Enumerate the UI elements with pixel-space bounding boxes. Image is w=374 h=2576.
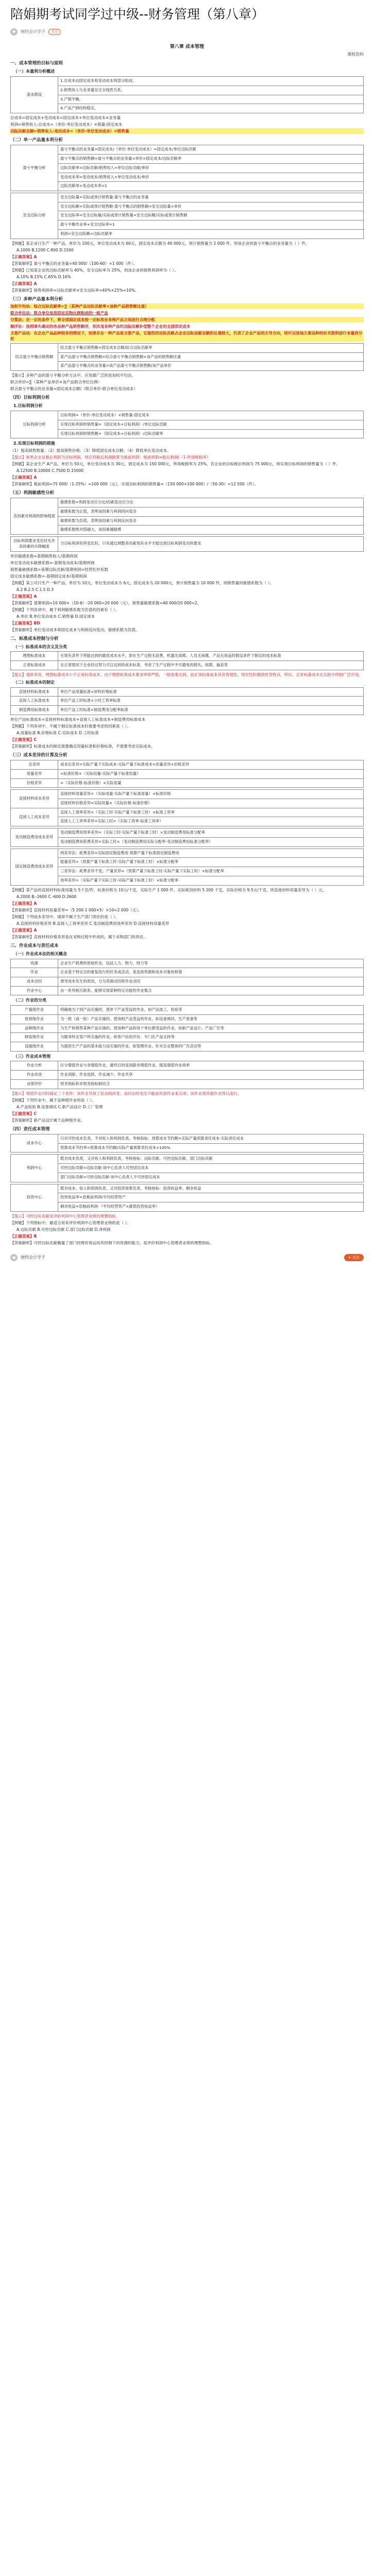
table-row — [11, 760, 364, 770]
table-row-label: 顾客级作业 — [11, 1033, 58, 1042]
table-cell: 既对成本、收入和利润负责，又对投资效果负责。考核指标：投资收益率、剩余收益 — [58, 1184, 364, 1193]
text: 【提示】多种产品的盈亏平衡分析方法中，应用最广泛的是加权平均法。 — [10, 373, 135, 378]
table-cell: 实现目标利润的销售额=（固定成本+目标利润）/边际贡献率 — [58, 429, 364, 438]
table-row — [11, 145, 364, 155]
table-row-label: 直接材料成本差异 — [11, 790, 58, 808]
table — [10, 687, 364, 715]
table — [10, 1134, 364, 1153]
table — [10, 343, 364, 371]
table-cell: 变动制造费用耗费差异=实际工时×（变动制造费用实际分配率-变动制造费用标准分配率） — [58, 837, 364, 846]
table-row-label: 成本中心 — [11, 1134, 58, 1152]
table-row — [11, 1202, 364, 1211]
subsection-heading: 1.目标利润分析 — [13, 403, 43, 409]
table-cell: 直接人工效率差异=（实际工时-实际产量下标准工时）×标准工资率 — [58, 808, 364, 817]
answer: 【正确答案】B — [10, 1233, 37, 1239]
table-row — [11, 173, 364, 182]
highlight-note: 分算法：在一定的条件下，将全部固定成本按一定标准在各种产品之间进行合理分配 — [10, 317, 364, 323]
table-row — [11, 959, 364, 968]
table-row-label: 设施级作业 — [11, 1042, 58, 1051]
explanation: 【答案解析】基期利润=10 000×（10-6）-20 000=20 000（元），销售量敏感系数=40 000/20 000=2。 — [10, 600, 201, 605]
table-row — [11, 1134, 364, 1143]
table-row-label: 正常标准成本 — [11, 661, 58, 670]
table-row-label: 盈亏平衡分析 — [11, 145, 58, 191]
table-row — [11, 411, 364, 420]
table-row — [11, 1014, 364, 1024]
table — [10, 1154, 364, 1182]
article-body — [0, 44, 374, 1246]
follow-button[interactable]: 关注 — [48, 29, 61, 35]
table-row-label: 作业改进 — [11, 1071, 58, 1080]
table-cell: 直接材料价格差异=实际用量×（实际价格-标准价格） — [58, 799, 364, 808]
table-row — [11, 858, 364, 867]
table-cell: 企业生产耗费的原始形态，包括人力、物力、财力等 — [58, 959, 364, 968]
table-row-label: 资源 — [11, 959, 58, 968]
section-heading: （四）责任成本管理 — [10, 1126, 50, 1132]
text: 单位产品标准成本=直接材料标准成本+直接人工标准成本+制造费用标准成本 — [10, 717, 146, 722]
table-cell: 区分增值作业与非增值作业，最终目的是消除非增值作业、提高增值作业效率 — [58, 1061, 364, 1071]
table-cell: 安全边际量=实际或预计销售量-盈亏平衡点的业务量 — [58, 193, 364, 202]
table-row-label: 总差异 — [11, 760, 58, 770]
table-row — [11, 182, 364, 191]
explanation: 【答案解析】可控边际贡献衡量了部门经理有效运用其控制下的资源的能力，是评价利润中心管理者业绩的理想指标。 — [10, 1240, 214, 1245]
options: A.10% B.15% C.65% D.16% — [16, 274, 71, 279]
subsection-heading: 2.实现目标利润的措施 — [13, 441, 55, 446]
table-cell: 当目标利润有所变化时，只有通过调整各因素现有水平才能达到目标利润变动的要求 — [58, 537, 364, 551]
footer-author-name[interactable]: 财经会计学子 — [21, 1255, 45, 1260]
table-cell: 剩余收益=息税前利润-（平均经营资产×最低投资收益率） — [58, 1202, 364, 1211]
table-row-label: 业绩评价 — [11, 1079, 58, 1089]
table-cell: 边际贡献率=边际贡献/销售收入=单位边际贡献/单价 — [58, 163, 364, 173]
table-row — [11, 229, 364, 239]
table-cell: 目标利润=（单价-单位变动成本）×销售量-固定成本 — [58, 411, 364, 420]
table-row — [11, 1155, 364, 1164]
table-row — [11, 977, 364, 986]
table-cell: 作业消除、作业选择、作业减少、作业共享 — [58, 1071, 364, 1080]
answer: 【正确答案】A — [10, 474, 37, 480]
chapter-title: 第八章 成本管理 — [169, 44, 205, 49]
table-row-label: 变动制造费用成本差异 — [11, 828, 58, 846]
table-row — [11, 429, 364, 438]
table-cell: 部门边际贡献=可控边际贡献-该中心负责人不可控固定成本 — [58, 1173, 364, 1182]
example: 【例题】某产品的直接材料标准用量为 5千克/件，标准价格为 10元/千克，实际生产 1 000 件，实际耗用材料 5 200 千克，实际价格为 9.5元/千克，则直接材料用量差异为（ ）元。 — [10, 887, 327, 892]
answer: 【正确答案】C — [10, 737, 37, 742]
table-row-label: 产量级作业 — [11, 1006, 58, 1015]
text: （1）提高销售数量；（2）提高销售价格；（3）降低固定成本总额；（4）降低单位变动成本。 — [10, 448, 171, 453]
table-row-label: 作业中心 — [11, 986, 58, 995]
explanation: 【答案解析】新产品设计属于品种级作业。 — [10, 1117, 85, 1123]
text: 总成本=固定成本+变动成本=固定成本+单位变动成本×业务量 — [10, 115, 121, 120]
table-cell: 敏感系数为正值，表明该因素与利润同向变动 — [58, 507, 364, 516]
table-row — [11, 1071, 364, 1080]
table-row — [11, 163, 364, 173]
table-row — [11, 828, 364, 838]
table-row — [11, 837, 364, 846]
table-row-label: 投资中心 — [11, 1184, 58, 1211]
example: 【例题】下列作业中，属于品种级作业的是（ ）。 — [10, 1097, 96, 1103]
table — [10, 959, 364, 996]
explanation: 【答案解析】标准成本的制定需要确定用量标准和价格标准，不需要考虑实际成本。 — [10, 743, 155, 749]
table-cell: 单位产品工时标准×制造费用分配率标准 — [58, 706, 364, 715]
explanation: 【答案解析】销售利润率=边际贡献率×安全边际率=40%×25%=10%。 — [10, 287, 139, 293]
section-heading: （三）多种产品量本利分析 — [10, 296, 63, 302]
footer-avatar[interactable]: ● — [10, 1254, 18, 1261]
example: 【例题】已知某企业的边际贡献率为 40%，安全边际率为 25%，则该企业的销售利润率为（ ）。 — [10, 267, 178, 273]
table-cell: 直接人工工资率差异=实际工时×（实际工资率-标准工资率） — [58, 817, 364, 826]
table-cell: 诱导成本发生的原因，分为资源动因和作业动因 — [58, 977, 364, 986]
table-cell: 变动制造费用效率差异=（实际工时-实际产量下标准工时）×变动制造费用标准分配率 — [58, 828, 364, 838]
example: 【例题】某公司只生产一种产品，单价为 10元，单位变动成本为 6元，固定成本为 20 000元，预计销售量为 10 000 件，则销售量的敏感系数为（ ）。 — [10, 580, 274, 585]
table-cell: 敏感系数为负值，表明该因素与利润反向变动 — [58, 516, 364, 526]
answer: 【正确答案】A — [10, 281, 37, 286]
table-row-label: 直接人工成本差异 — [11, 808, 58, 826]
table-row-label: 价格差异 — [11, 778, 58, 788]
table-cell: 单位产品工时标准×小时工资率标准 — [58, 697, 364, 706]
explanation: 【答案解析】单位变动成本和固定成本与利润反向变动，敏感系数为负值。 — [10, 627, 140, 632]
table-cell: 财务指标和非财务指标相结合 — [58, 1079, 364, 1089]
table-cell: 效率差异=（实际产量下实际工时-实际产量下标准工时）×标准分配率 — [58, 876, 364, 885]
table-row — [11, 526, 364, 535]
table-row — [11, 986, 364, 995]
table-row-label: 制造费用标准成本 — [11, 706, 58, 715]
table-cell: 变动成本率=变动成本/销售收入=单位变动成本/单价 — [58, 173, 364, 182]
answer: 【正确答案】A — [10, 901, 37, 906]
author-name[interactable]: 财经会计学子 — [21, 29, 45, 34]
table-row-label: 各因素对利润的影响程度 — [11, 498, 58, 535]
table-cell: 成本总差异=实际产量下实际成本-实际产量下标准成本=用量差异+价格差异 — [58, 760, 364, 770]
highlight-note: 边际贡献总额=销售收入-变动成本=（单价-单位变动成本）×销售量 — [10, 128, 364, 134]
table-cell: 安全边际额=实际或预计销售额-盈亏平衡点的销售额=安全边际量×单价 — [58, 202, 364, 211]
table-cell: 盈亏平衡点的销售额=盈亏平衡点的业务量×单价=固定成本/边际贡献率 — [58, 155, 364, 164]
table-row — [11, 537, 364, 551]
table-cell: =标准价格×（实际用量-实际产量下标准用量） — [58, 769, 364, 778]
example: 【例题】某企业生产 A产品，单价为 50元，单位变动成本为 30元，固定成本为 150 000元，所得税税率为 25%，若企业的目标税后利润为 75 000元，则实现目标利润的销售量为（ ）件。 — [10, 461, 341, 466]
table-row — [11, 221, 364, 230]
table-row — [11, 1042, 364, 1051]
table-row — [11, 211, 364, 221]
table-cell: 1.总成本由固定成本和变动成本两部分组成。 — [58, 77, 364, 86]
table-row — [11, 867, 364, 876]
table-cell: 明确地为个别产品实施的、使单个产品受益的作业，如产品加工、检验等 — [58, 1006, 364, 1015]
table-row — [11, 1061, 364, 1071]
table-row — [11, 507, 364, 516]
example: 【例题】下列成本差异中，通常不属于生产部门责任的是（ ）。 — [10, 914, 120, 919]
table-row — [11, 1033, 364, 1042]
table-row — [11, 968, 364, 977]
table-cell: 只对可控成本负责，不对收入和利润负责。考核指标：预算成本节约额=实际产量预算责任成本-实际责任成本 — [58, 1134, 364, 1143]
author-row — [0, 27, 374, 42]
section-heading: 二、标准成本控制与分析 — [10, 636, 59, 641]
table-row — [11, 202, 364, 211]
section-heading: （三）成本差异的计算及分析 — [10, 752, 67, 758]
subsection-heading: （一）标准成本的含义及分类 — [13, 644, 67, 649]
table-row-label: 利润中心 — [11, 1155, 58, 1182]
table-row-label: 作业 — [11, 968, 58, 977]
table-cell: 2.销售收入与业务量呈完全线性关系。 — [58, 86, 364, 95]
table-row — [11, 849, 364, 858]
highlight-note: 主要产品法：在企业产品品种较多的情况下，如果存在一种产品是主要产品，它提供的边际贡献占企业边际贡献总额的比重较大，代表了企业产品的主导方向，则可以按该主要品种的有关资料进行本量利分析 — [10, 330, 364, 342]
table-row — [11, 817, 364, 826]
table — [10, 1005, 364, 1052]
options: A.1000 B.1200 C.800 D.1500 — [16, 247, 74, 252]
table-row-label: 综合盈亏平衡点销售额 — [11, 343, 58, 370]
table — [10, 76, 364, 113]
table-row — [11, 790, 364, 799]
table-row-label: 品种级作业 — [11, 1024, 58, 1033]
table-row — [11, 1024, 364, 1033]
table-row — [11, 687, 364, 697]
table-cell: 两差异法：耗费差异=实际固定制造费用-预算产量下标准固定制造费用 — [58, 849, 364, 858]
table-cell: 综合盈亏平衡点销售额=固定成本总额/综合边际贡献率 — [58, 343, 364, 352]
table-row-label: 安全边际分析 — [11, 193, 58, 239]
table-cell: 安全边际率=安全边际量/实际或预计销售量=安全边际额/实际或预计销售额 — [58, 211, 364, 221]
table — [10, 536, 364, 551]
table-cell: 单位产品用量标准×材料价格标准 — [58, 687, 364, 697]
table-row — [11, 104, 364, 113]
example: 【例题】下列各项中，属于利润敏感系数为负值的因素有（ ）。 — [10, 607, 120, 612]
section-heading: 三、作业成本与责任成本 — [10, 943, 59, 948]
table-row — [11, 1143, 364, 1153]
table-row — [11, 420, 364, 429]
options: A.边际贡献 B.可控边际贡献 C.部门边际贡献 D.净利润 — [16, 1227, 111, 1232]
answer: 【正确答案】C — [10, 1111, 37, 1116]
table — [10, 193, 364, 239]
options: A.2000 B.-2600 C.-600 D.2600 — [16, 894, 77, 899]
table-row — [11, 86, 364, 95]
table-row-label: 成本动因 — [11, 977, 58, 986]
table-row — [11, 876, 364, 885]
table-row-label: 用量差异 — [11, 769, 58, 778]
answer: 【正确答案】A — [10, 254, 37, 259]
table-row-label: 固定制造费用成本差异 — [11, 849, 58, 885]
highlight-note: 【提示】增值作业同时满足三个条件：该作业导致了状态的改变；该状态的变化不能由其他作业来完成；该作业使其他作业得以进行。 — [10, 1091, 242, 1096]
section-heading: （二）单一产品量本利分析 — [10, 137, 63, 143]
table-cell: 4.产品产销结构稳定。 — [58, 104, 364, 113]
table-cell: 三差异法：耗费差异不变；产量差异=（预算产量下标准工时-实际产量下实际工时）×标准分配率 — [58, 867, 364, 876]
subsection-heading: （二）标准成本的制定 — [13, 680, 55, 685]
table-cell: 为提供生产产品的基本能力而实施的作业，如管理作业、针对企业整体的广告活动等 — [58, 1042, 364, 1051]
table-cell: 边际贡献率+变动成本率=1 — [58, 182, 364, 191]
table-row — [11, 1164, 364, 1173]
chapter-subtitle: 课程资料 — [347, 52, 364, 57]
table-cell: 由一系列相互联系、能够实现某种特定功能的作业集合 — [58, 986, 364, 995]
table-row — [11, 1006, 364, 1015]
table-row — [11, 799, 364, 808]
table-row — [11, 1193, 364, 1202]
table-row-label: 作业分析 — [11, 1061, 58, 1071]
explanation: 【答案解析】盈亏平衡点的业务量=40 000/（100-60）=1 000（件）。 — [10, 261, 138, 266]
explanation: 【答案解析】直接材料用量差异=（5 200-1 000×5）×10=2 000（元）。 — [10, 907, 142, 912]
table-row — [11, 661, 364, 670]
table-cell: 敏感系数=利润变动百分比/因素变动百分比 — [58, 498, 364, 507]
footer-author — [0, 1247, 374, 1261]
table-row — [11, 1173, 364, 1182]
text: 固定成本敏感系数=-基期固定成本/基期利润 — [10, 573, 87, 579]
table-row — [11, 343, 364, 352]
answer: 【正确答案】BD — [10, 620, 40, 625]
text: 利润=销售收入-总成本=（单价-单位变动成本）×销量-固定成本 — [10, 122, 123, 127]
options: A.单价 B.单位变动成本 C.销售量 D.固定成本 — [16, 614, 95, 619]
table-cell: 为一组（或一批）产品实施的、使该组产品受益的作业，如设备调试、生产准备等 — [58, 1014, 364, 1024]
table — [10, 411, 364, 438]
options: A.12500 B.10000 C.7500 D.15000 — [16, 468, 84, 473]
table-row — [11, 706, 364, 715]
table-row — [11, 362, 364, 371]
highlight-note: 【提示】通常来说，理想标准成本小于正常标准成本。由于理想标准成本要求异常严格，一般很难达到，而正常标准成本具有客观性、现实性和激励性等特点，所以，正常标准成本在实践中得到广泛应用。 — [10, 672, 363, 677]
table-cell: 3.产销平衡。 — [58, 95, 364, 104]
article-title: 陪娟期考试同学过中级--财务管理（第八章） — [10, 7, 265, 22]
table-cell: 为服务特定客户所实施的作业，如客户信用评价、专门化产品支持等 — [58, 1033, 364, 1042]
table-row — [11, 769, 364, 778]
text: 联合盈亏平衡点的业务量=固定成本总额/（联合单价-联合单位变动成本） — [10, 386, 138, 392]
example: 【例题】下列指标中，最适合用来评价利润中心管理者业绩的是（ ）。 — [10, 1220, 131, 1225]
table — [10, 651, 364, 670]
table — [10, 1061, 364, 1089]
table — [10, 498, 364, 535]
table-cell: 能量差异=（预算产量下标准工时-实际产量下标准工时）×标准分配率 — [58, 858, 364, 867]
table-row — [11, 498, 364, 507]
table-row — [11, 516, 364, 526]
section-heading: （四）目标利润分析 — [10, 395, 50, 401]
table-row-label: 目标利润要求变化时允许各因素的升降幅度 — [11, 537, 58, 551]
table-row — [11, 155, 364, 164]
text: 单位变动成本敏感系数=-基期变动成本/基期利润 — [10, 560, 95, 565]
table-cell: 企业基于特定目的重复执行的任务或活动，是连接资源和成本对象的桥梁 — [58, 968, 364, 977]
table-cell: 直接材料用量差异=（实际用量-实际产量下标准用量）×标准价格 — [58, 790, 364, 799]
text: 销售量敏感系数=基期边际贡献/基期利润=经营杠杆系数 — [10, 567, 108, 572]
table — [10, 789, 364, 826]
options: A.用量标准 B.价格标准 C.实际成本 D.工时标准 — [16, 730, 99, 735]
table-cell: 实现目标利润的销售量=（固定成本+目标利润）/单位边际贡献 — [58, 420, 364, 429]
explanation: 【答案解析】直接材料价格差异是在采购过程中形成的，属于采购部门的责任。 — [10, 934, 147, 939]
subsection-heading: （一）作业成本法的相关概念 — [13, 951, 67, 956]
table-cell: 敏感系数绝对值越大，该因素越敏感 — [58, 526, 364, 535]
table-row — [11, 778, 364, 788]
table-row — [11, 808, 364, 817]
answer: 【正确答案】A — [10, 594, 37, 599]
table-row — [11, 652, 364, 661]
table — [10, 145, 364, 191]
subsection-heading: （二）作业的分类 — [13, 998, 46, 1003]
table-cell: 在正常情况下企业经过努力可以达到的成本标准，考虑了生产过程中不可避免的损失、故障、偏差等 — [58, 661, 364, 670]
table — [10, 1184, 364, 1212]
table-cell: 投资收益率=息税前利润/平均经营资产 — [58, 1193, 364, 1202]
table — [10, 828, 364, 846]
table-row — [11, 1184, 364, 1193]
table-row-label: 目标利润分析 — [11, 411, 58, 438]
table-cell: 可控边际贡献=边际贡献-该中心负责人可控固定成本 — [58, 1164, 364, 1173]
table — [10, 760, 364, 788]
highlight-note: 联合单位法：联合单位是指固定实物比例构成的一组产品 — [10, 310, 108, 315]
table-cell: =（实际价格-标准价格）×实际用量 — [58, 778, 364, 788]
answer: 【正确答案】A — [10, 927, 37, 933]
text: 单价敏感系数=基期销售收入/基期利润 — [10, 553, 78, 558]
text: 联合单价=∑（某种产品单价×该产品联合单位比例） — [10, 380, 102, 385]
subsection-heading: （一）本量利分析概述 — [13, 69, 55, 74]
example: 【例题】某企业只生产一种产品，单价为 100元，单位变动成本为 60元，固定成本总额为 40 000元，预计销售量为 2 000 件。则该企业的盈亏平衡点的业务量为（ ）件。 — [10, 241, 310, 246]
table-cell: 既对成本负责，又对收入和利润负责。考核指标：边际贡献、可控边际贡献、部门边际贡献 — [58, 1155, 364, 1164]
table-cell: 为生产和销售某种产品实施的、使该种产品的每个单位都受益的作业，如新产品设计、产品广告等 — [58, 1024, 364, 1033]
section-heading: （五）利润敏感性分析 — [10, 490, 55, 496]
section-heading: 一、成本管理的目标与原则 — [10, 61, 63, 66]
highlight-note: 顺序法：按照事先确定的各品种产品销售顺序，依次用各种产品的边际贡献补偿整个企业的全部固定成本 — [10, 324, 191, 329]
table-row — [11, 95, 364, 104]
table-cell: 利润=安全边际额×边际贡献率 — [58, 229, 364, 239]
table-row-label: 基本假设 — [11, 77, 58, 113]
table-row — [11, 352, 364, 362]
highlight-note: 【提示】可控边际贡献是评价利润中心管理者业绩的理想指标。 — [10, 1213, 120, 1218]
table-row-label: 理想标准成本 — [11, 652, 58, 661]
options: A.直接材料价格差异 B.直接人工效率差异 C.变动制造费用效率差异 D.直接材料用量差异 — [16, 921, 169, 926]
highlight-note: 【提示】如果企业以税后利润为目标利润，则应将税后利润换算为税前利润：税前利润=税后利润/（1-所得税税率） — [10, 454, 211, 460]
options: A.产品检验 B.设备调试 C.新产品设计 D.工厂管理 — [16, 1104, 103, 1109]
options: A.2 B.2.5 C.1.5 D.3 — [16, 587, 54, 592]
table-row — [11, 193, 364, 202]
subsection-heading: （三）作业成本管理 — [13, 1054, 50, 1059]
table-row-label: 直接材料标准成本 — [11, 687, 58, 697]
highlight-note: 加权平均法：综合边际贡献率=∑（某种产品边际贡献率×该种产品销售额比重） — [10, 303, 364, 309]
table-cell: 盈亏平衡点的业务量=固定成本/（单价-单位变动成本）=固定成本/单位边际贡献 — [58, 145, 364, 155]
table-row-label: 批别级作业 — [11, 1014, 58, 1024]
avatar[interactable]: ● — [10, 28, 18, 36]
table-cell: 在现有条件下所能达到的最优成本水平，即在生产过程无浪费、机器无故障、人员无闲置、产品无废品的假设条件下制定的成本标准 — [58, 652, 364, 661]
table-cell: 某产品盈亏平衡点的业务量=该产品盈亏平衡点销售额/该产品单价 — [58, 362, 364, 371]
table-row-label: 直接人工标准成本 — [11, 697, 58, 706]
table-row — [11, 77, 364, 86]
table-cell: 某产品盈亏平衡点销售额=综合盈亏平衡点销售额×该产品的销售额比重 — [58, 352, 364, 362]
table-row — [11, 697, 364, 706]
table-cell: 预算成本节约率=预算成本节约额/实际产量预算责任成本×100% — [58, 1143, 364, 1153]
footer-follow-button[interactable]: + 关注 — [344, 1254, 364, 1261]
table-cell: 盈亏平衡作业率+安全边际率=1 — [58, 221, 364, 230]
example: 【例题】下列各项中，不属于制定标准成本时需要考虑的因素是（ ）。 — [10, 723, 131, 728]
table — [10, 849, 364, 886]
explanation: 【答案解析】税前利润=75 000/（1-25%）=100 000（元），实现目标利润的销售量=（150 000+100 000）/（50-30）=12 500（件）。 — [10, 481, 259, 486]
table-row — [11, 1079, 364, 1089]
